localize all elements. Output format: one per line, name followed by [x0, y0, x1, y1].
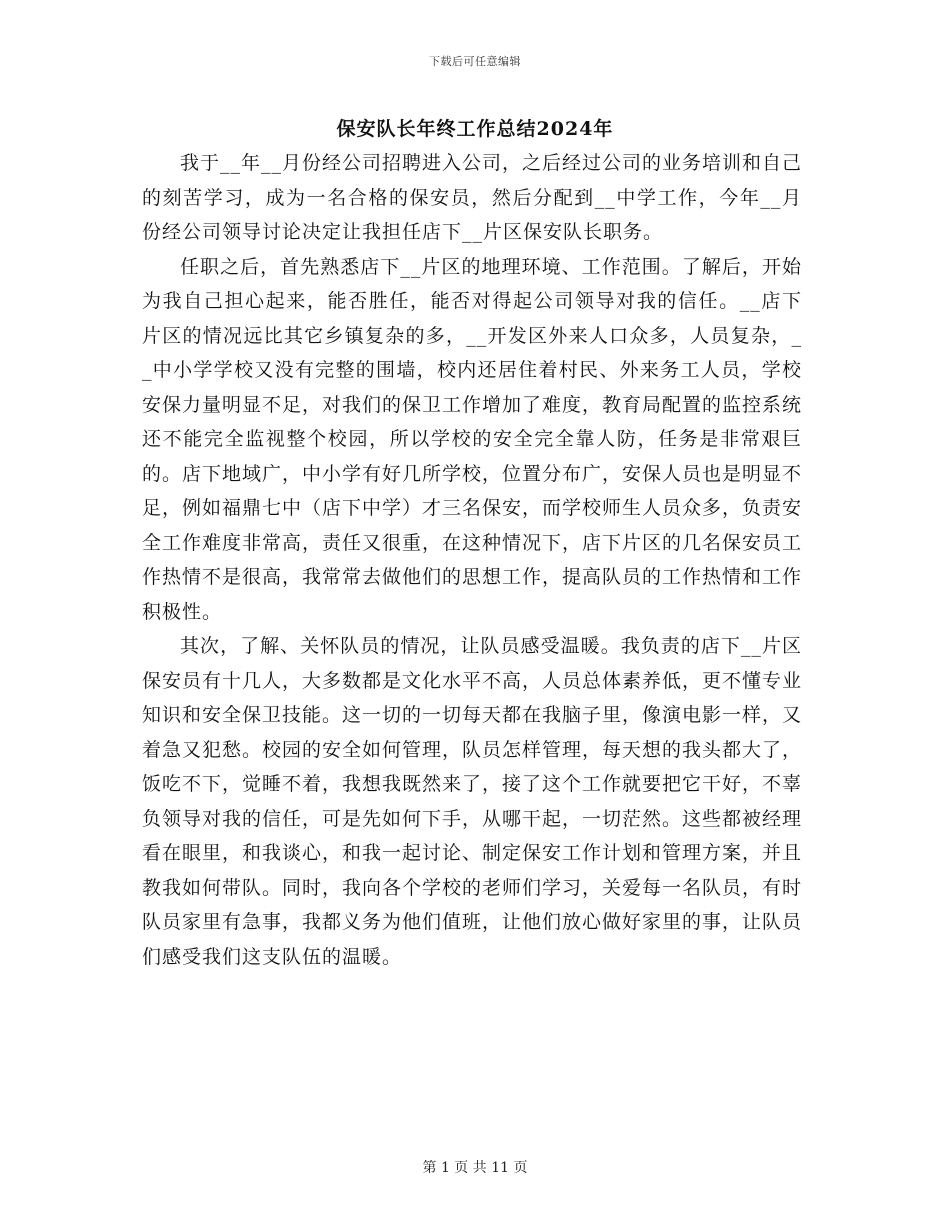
- document-title: 保安队长年终工作总结2024年: [336, 118, 614, 140]
- page-number: 第 1 页 共 11 页: [422, 1160, 528, 1176]
- paragraph-2: 任职之后，首先熟悉店下__片区的地理环境、工作范围。了解后，开始为我自己担心起来，能否胜任，能否对得起公司领导对我的信任。__店下片区的情况远比其它乡镇复杂的多，__开发区外来人口众多，人员复杂，__中小学学校又没有完整的围墙，校内还居住着村民、外来务工人员，学校安保力量明显不足，对我们的保卫工作增加了难度，教育局配置的监控系统还不能完全监视整个校园，所以学校的安全完全靠人防，任务是非常艰巨的。店下地域广，中小学有好几所学校，位置分布广，安保人员也是明显不足，例如福鼎七中（店下中学）才三名保安，而学校师生人员众多，负责安全工作难度非常高，责任又很重，在这种情况下，店下片区的几名保安员工作热情不是很高，我常常去做他们的思想工作，提高队员的工作热情和工作积极性。: [142, 255, 803, 623]
- document-body: [142, 146, 802, 974]
- header-note: 下载后可任意编辑: [429, 55, 521, 68]
- paragraph-3: 其次，了解、关怀队员的情况，让队员感受温暖。我负责的店下__片区保安员有十几人，大多数都是文化水平不高，人员总体素养低，更不懂专业知识和安全保卫技能。这一切的一切每天都在我脑子里，像演电影一样，又着急又犯愁。校园的安全如何管理，队员怎样管理，每天想的我头都大了，饭吃不下，觉睡不着，我想我既然来了，接了这个工作就要把它干好，不辜负领导对我的信任，可是先如何下手，从哪干起，一切茫然。这些都被经理看在眼里，和我谈心，和我一起讨论、制定保安工作计划和管理方案，并且教我如何带队。同时，我向各个学校的老师们学习，关爱每一名队员，有时队员家里有急事，我都义务为他们值班，让他们放心做好家里的事，让队员们感受我们这支队伍的温暖。: [142, 635, 803, 968]
- paragraph-1: 我于__年__月份经公司招聘进入公司，之后经过公司的业务培训和自己的刻苦学习，成为一名合格的保安员，然后分配到__中学工作，今年__月份经公司领导讨论决定让我担任店下__片区保安队长职务。: [142, 152, 803, 243]
